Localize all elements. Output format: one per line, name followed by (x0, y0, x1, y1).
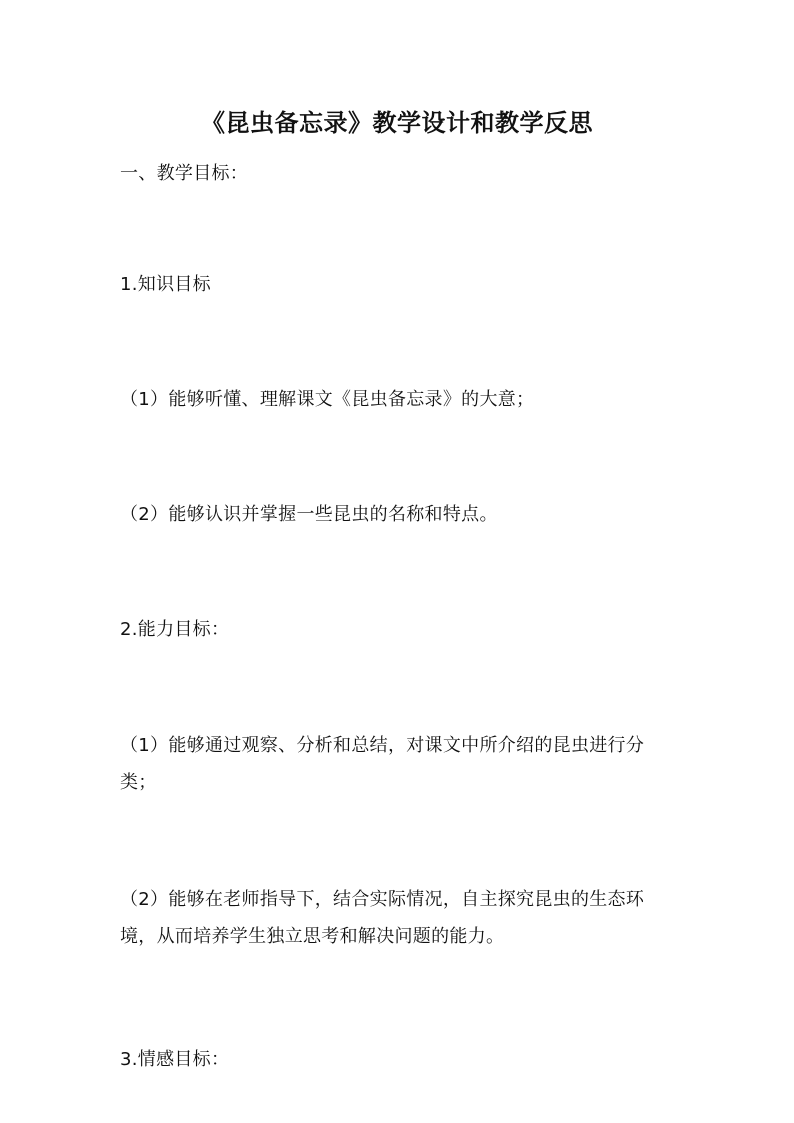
ability-goal-item-2: （2）能够在老师指导下，结合实际情况，自主探究昆虫的生态环境，从而培养学生独立思考和解决问题的能力。 (120, 889, 645, 947)
ability-goal-item-1: （1）能够通过观察、分析和总结，对课文中所介绍的昆虫进行分类； (120, 735, 645, 793)
section-heading-teaching-goals: 一、教学目标： (120, 163, 249, 184)
document-title: 《昆虫备忘录》教学设计和教学反思 (201, 109, 593, 137)
knowledge-goal-item-2: （2）能够认识并掌握一些昆虫的名称和特点。 (120, 504, 498, 525)
knowledge-goal-item-1: （1）能够听懂、理解课文《昆虫备忘录》的大意； (120, 389, 535, 410)
knowledge-goals-heading: 1.知识目标 (120, 274, 211, 295)
ability-goals-heading: 2.能力目标： (120, 619, 230, 640)
emotion-goals-heading: 3.情感目标： (120, 1049, 230, 1070)
